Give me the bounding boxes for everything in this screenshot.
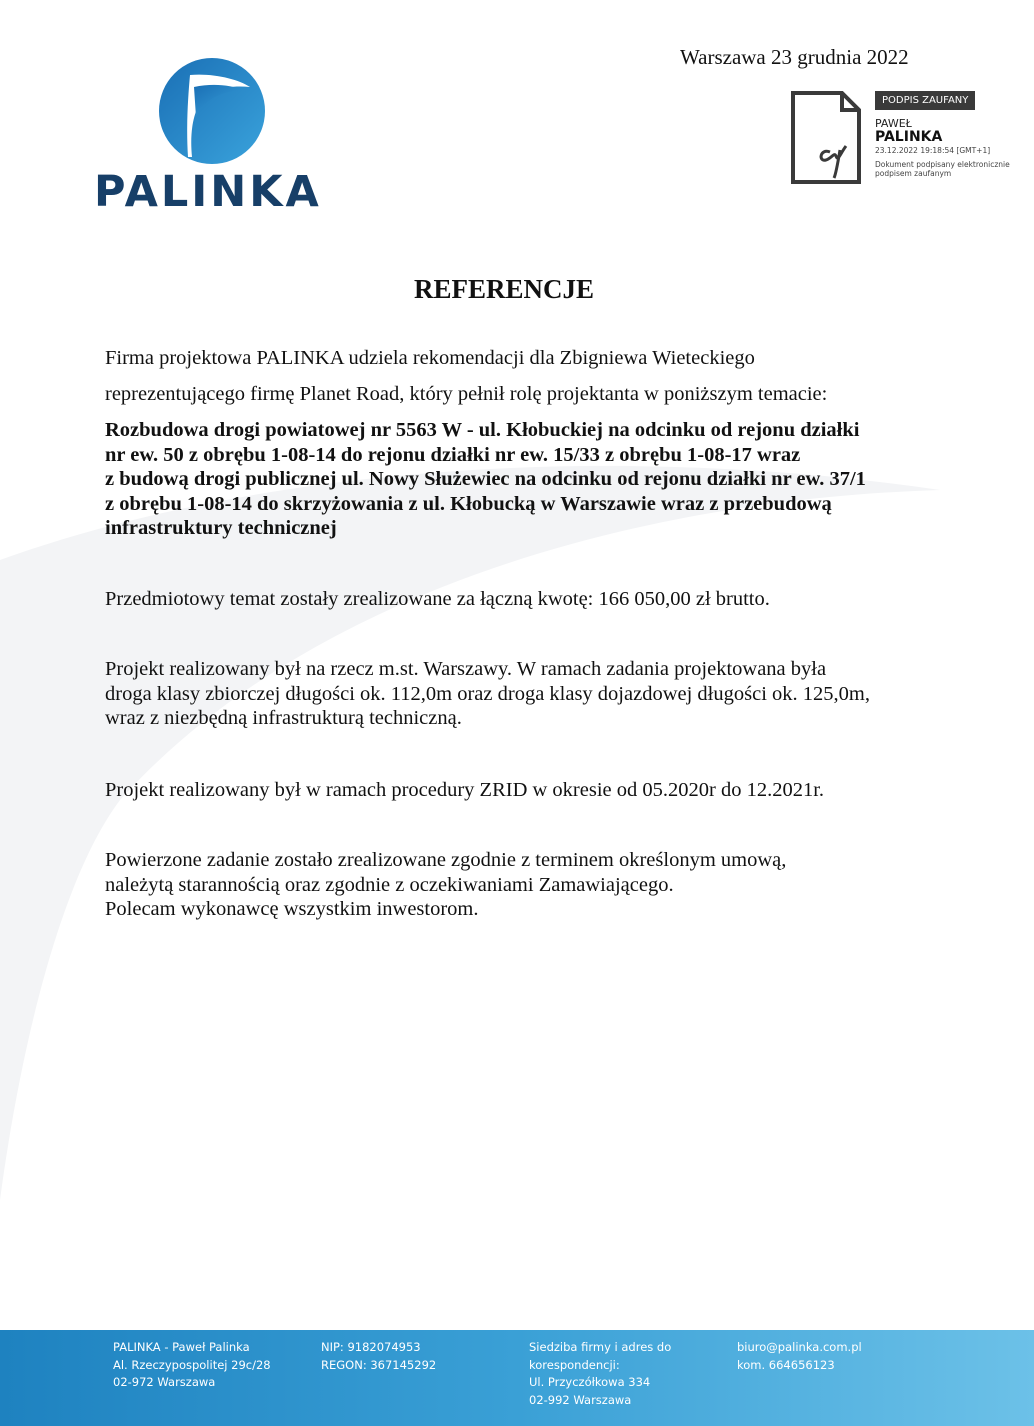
procedure-paragraph: Projekt realizowany był w ramach procedury ZRID w okresie od 05.2020r do 12.2021r. [105, 779, 825, 801]
document-date: Warszawa 23 grudnia 2022 [680, 45, 909, 69]
closing-paragraph [105, 848, 925, 922]
signature-note: Dokument podpisany elektronicznie podpisem zaufanym [875, 160, 1010, 178]
project-description [105, 418, 925, 541]
footer [0, 1330, 1034, 1426]
footer-text: PALINKA - Paweł Palinka [113, 1340, 250, 1354]
footer-text: NIP: 9182074953 [321, 1340, 421, 1354]
company-logo [90, 55, 335, 220]
closing-line: Powierzone zadanie zostało zrealizowane zgodnie z terminem określonym umową, [105, 849, 787, 871]
scope-line: wraz z niezbędną infrastrukturą techniczną. [105, 707, 462, 729]
closing-line: Polecam wykonawcę wszystkim inwestorom. [105, 898, 479, 920]
project-line: nr ew. 50 z obrębu 1-08-14 do rejonu działki nr ew. 15/33 z obrębu 1-08-17 wraz [105, 443, 801, 466]
project-line: infrastruktury technicznej [105, 517, 337, 539]
signature-badge: PODPIS ZAUFANY [875, 91, 975, 110]
signature-timestamp: 23.12.2022 19:18:54 [GMT+1] [875, 146, 991, 155]
signer-first-name: PAWEŁ [875, 117, 912, 130]
scope-line: droga klasy zbiorczej długości ok. 112,0m oraz droga klasy dojazdowej długości ok. 125,0m, [105, 682, 870, 705]
amount-paragraph: Przedmiotowy temat zostały zrealizowane za łączną kwotę: 166 050,00 zł brutto. [105, 588, 770, 610]
logo-text: PALINKA [94, 167, 322, 217]
footer-text: 02-972 Warszawa [113, 1375, 216, 1389]
footer-address [529, 1339, 671, 1409]
footer-phone: kom. 664656123 [737, 1357, 835, 1372]
project-line: Rozbudowa drogi powiatowej nr 5563 W - ul. Kłobuckiej na odcinku od rejonu działki [105, 419, 860, 441]
footer-text: 02-992 Warszawa [529, 1392, 632, 1407]
footer-tax-ids [321, 1339, 436, 1374]
footer-text: Siedziba firmy i adres do [529, 1340, 672, 1354]
closing-line: należytą starannością oraz zgodnie z oczekiwaniami Zamawiającego. [105, 873, 674, 896]
intro-line-2: reprezentującego firmę Planet Road, który pełnił rolę projektanta w poniższym temacie: [105, 383, 828, 405]
footer-email[interactable]: biuro@palinka.com.pl [737, 1340, 862, 1354]
signer-last-name: PALINKA [875, 129, 943, 145]
document-title: REFERENCJE [413, 274, 595, 304]
intro-line-1: Firma projektowa PALINKA udziela rekomendacji dla Zbigniewa Wieteckiego [105, 347, 755, 369]
footer-text: Al. Rzeczypospolitej 29c/28 [113, 1357, 271, 1372]
footer-text: Ul. Przyczółkowa 334 [529, 1375, 651, 1389]
project-line: z obrębu 1-08-14 do skrzyżowania z ul. Kłobucką w Warszawie wraz z przebudową [105, 492, 832, 515]
footer-text: REGON: 367145292 [321, 1357, 437, 1372]
footer-company [113, 1339, 271, 1392]
logo-emblem-icon [158, 57, 266, 165]
footer-contact [737, 1339, 862, 1374]
scope-line: Projekt realizowany był na rzecz m.st. Warszawy. W ramach zadania projektowana była [105, 658, 827, 680]
signed-document-icon [790, 90, 862, 185]
project-line: z budową drogi publicznej ul. Nowy Służewiec na odcinku od rejonu działki nr ew. 37/1 [105, 468, 866, 490]
footer-text: korespondencji: [529, 1357, 620, 1372]
trusted-signature-stamp [790, 90, 1010, 190]
scope-paragraph [105, 657, 935, 731]
